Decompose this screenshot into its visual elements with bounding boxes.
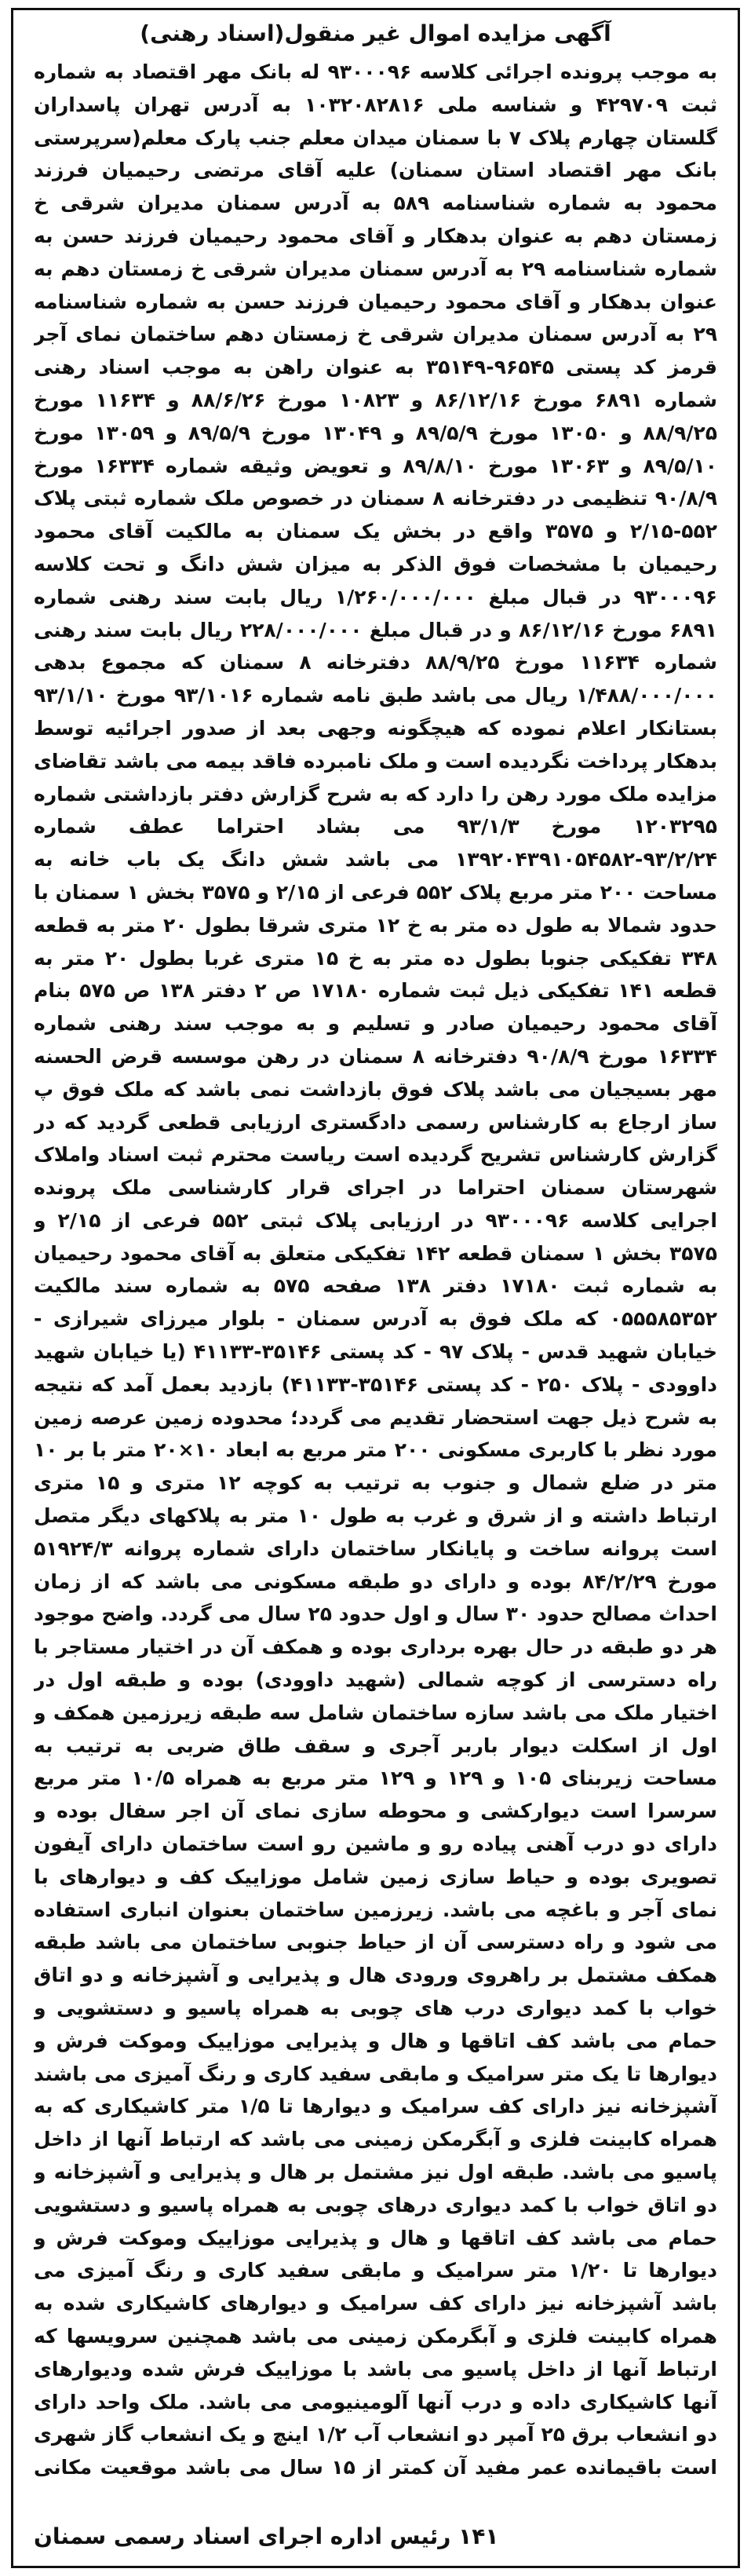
notice-body: به موجب پرونده اجرائی کلاسه ۹۳۰۰۰۹۶ له بانک مهر اقتصاد به شماره ثبت ۴۲۹۷۰۹ و شناسه ملی ۱۰۳۲۰۸۲۸۱۶ به آدرس تهران پاسداران گلستان چهارم پلاک ۷ با سمنان میدان معلم جنب پارک معلم(سرپرستی بانک مهر اقتصاد استان سمنان) علیه آقای مرتضی رحیمیان فرزند محمود به شماره شناسنامه ۵۸۹ به آدرس سمنان مدیران شرقی خ زمستان دهم به عنوان بدهکار و آقای محمود رحیمیان فرزند حسن به شماره شناسنامه ۲۹ به آدرس سمنان مدیران شرقی خ زمستان دهم به عنوان بدهکار و آقای محمود رحیمیان فرزند حسن به شماره شناسنامه ۲۹ به آدرس سمنان مدیران شرقی خ زمستان دهم ساختمان نمای آجر قرمز کد پستی ۹۶۵۴۵-۳۵۱۴۹ به عنوان راهن به موجب اسناد رهنی شماره ۶۸۹۱ مورخ ۸۶/۱۲/۱۶ و ۱۰۸۲۳ مورخ ۸۸/۶/۲۶ و ۱۱۶۳۴ مورخ ۸۸/۹/۲۵ و ۱۳۰۵۰ مورخ ۸۹/۵/۹ و ۱۳۰۴۹ مورخ ۸۹/۵/۹ و ۱۳۰۵۹ مورخ ۸۹/۵/۱۰ و ۱۳۰۶۳ مورخ ۸۹/۸/۱۰ و تعویض وثیقه شماره ۱۶۳۳۴ مورخ ۹۰/۸/۹ تنظیمی در دفترخانه ۸ سمنان در خصوص ملک شماره ثبتی پلاک ۵۵۲-۲/۱۵ و ۳۵۷۵ واقع در بخش یک سمنان به مالکیت آقای محمود رحیمیان با مشخصات فوق الذکر به میزان شش دانگ و تحت کلاسه ۹۳۰۰۰۹۶ در قبال مبلغ ۱/۲۶۰/۰۰۰/۰۰۰ ریال بابت سند رهنی شماره ۶۸۹۱ مورخ ۸۶/۱۲/۱۶ و در قبال مبلغ ۲۲۸/۰۰۰/۰۰۰ ریال بابت سند رهنی شماره ۱۱۶۳۴ مورخ ۸۸/۹/۲۵ دفترخانه ۸ سمنان که مجموع بدهی ۱/۴۸۸/۰۰۰/۰۰۰ ریال می باشد طبق نامه شماره ۹۳/۱۰۱۶ مورخ ۹۳/۱/۱۰ بستانکار اعلام نموده که هیچگونه وجهی بعد از صدور اجرائیه توسط بدهکار پرداخت نگردیده است و ملک نامبرده فاقد بیمه می باشد تقاضای مزایده ملک مورد رهن را دارد که به شرح گزارش دفتر بازداشتی شماره ۱۲۰۳۲۹۵ مورخ ۹۳/۱/۳ می بشاد احتراما عطف شماره ۹۳/۲/۲۴-۱۳۹۲۰۴۳۹۱۰۵۴۵۸۲ می باشد شش دانگ یک باب خانه به مساحت ۲۰۰ متر مربع پلاک ۵۵۲ فرعی از ۲/۱۵ و ۳۵۷۵ بخش ۱ سمنان با حدود شمالا به طول ده متر به خ ۱۲ متری شرقا بطول ۲۰ متر به قطعه ۳۴۸ تفکیکی جنوبا بطول ده متر به خ ۱۵ متری غربا بطول ۲۰ متر به قطعه ۱۴۱ تفکیکی ذیل ثبت شماره ۱۷۱۸۰ ص ۲ دفتر ۱۳۸ ص ۵۷۵ بنام آقای محمود رحیمیان صادر و تسلیم و به موجب سند رهنی شماره ۱۶۳۳۴ مورخ ۹۰/۸/۹ دفترخانه ۸ سمنان در رهن موسسه قرض الحسنه مهر بسیجیان می باشد پلاک فوق بازداشت نمی باشد که ملک فوق پ ساز ارجاع به کارشناس رسمی دادگستری ارزیابی قطعی گردید که در گزارش کارشناس تشریح گردیده است ریاست محترم ثبت اسناد واملاک شهرستان سمنان احتراما در اجرای قرار کارشناسی ملک پرونده اجرایی کلاسه ۹۳۰۰۰۹۶ در ارزیابی پلاک ثبتی ۵۵۲ فرعی از ۲/۱۵ و ۳۵۷۵ بخش ۱ سمنان قطعه ۱۴۲ تفکیکی متعلق به آقای محمود رحیمیان به شماره ثبت ۱۷۱۸۰ دفتر ۱۳۸ صفحه ۵۷۵ به شماره سند مالکیت ۰۵۵۵۸۵۳۵۲ که ملک فوق به آدرس سمنان - بلوار میرزای شیرازی - خیابان شهید قدس - پلاک ۹۷ - کد پستی ۳۵۱۴۶-۴۱۱۳۳ (یا خیابان شهید داوودی - پلاک ۲۵۰ - کد پستی ۳۵۱۴۶-۴۱۱۳۳) بازدید بعمل آمد که نتیجه به شرح ذیل جهت استحضار تقدیم می گردد؛ محدوده زمین عرصه زمین مورد نظر با کاربری مسکونی ۲۰۰ متر مربع به ابعاد ۱۰×۲۰ متر با بر ۱۰ متر در ضلع شمال و جنوب به ترتیب به کوچه ۱۲ متری و ۱۵ متری ارتباط داشته و از شرق و غرب به طول ۱۰ متر به پلاکهای دیگر متصل است پروانه ساخت و پایانکار ساختمان دارای شماره پروانه ۵۱۹۲۴/۳ مورخ ۸۴/۲/۲۹ بوده و دارای دو طبقه مسکونی می باشد که از زمان احداث مصالح حدود ۳۰ سال و اول حدود ۲۵ سال می گردد. واضح موجود هر دو طبقه در حال بهره برداری بوده و همکف آن در اختیار مستاجر با راه دسترسی از کوچه شمالی (شهید داوودی) بوده و طبقه اول در اختیار ملک می باشد سازه ساختمان شامل سه طبقه زیرزمین همکف و اول از اسکلت دیوار باربر آجری و سقف طاق ضربی به ترتیب به مساحت زیربنای ۱۰۵ و ۱۲۹ و ۱۲۹ متر مربع به همراه ۱۰/۵ متر مربع سرسرا است دیوارکشی و محوطه سازی نمای آن اجر سفال بوده و دارای دو درب آهنی پیاده رو و ماشین رو است ساختمان دارای آیفون تصویری بوده و حیاط سازی زمین شامل موزاییک کف و دیوارهای با نمای آجر و باغچه می باشد. زیرزمین ساختمان بعنوان انباری استفاده می شود و راه دسترسی آن از حیاط جنوبی ساختمان می باشد طبقه همکف مشتمل بر راهروی ورودی هال و پذیرایی و آشپزخانه و دو اتاق خواب با کمد دیواری درب های چوبی به همراه پاسیو و دستشویی و حمام می باشد کف اتاقها و هال و پذیرایی موزاییک وموکت فرش و دیوارها تا یک متر سرامیک و مابقی سفید کاری و رنگ آمیزی می باشند آشپزخانه نیز دارای کف سرامیک و دیوارها تا ۱/۵ متر کاشیکاری که به همراه کابینت فلزی و آبگرمکن زمینی می باشد که ارتباط آنها از داخل پاسیو می باشد. طبقه اول نیز مشتمل بر هال و پذیرایی و آشپزخانه و دو اتاق خواب با کمد دیواری درهای چوبی به همراه پاسیو و دستشویی حمام می باشد کف اتاقها و هال و پذیرایی موزاییک وموکت فرش و دیوارها تا ۱/۲۰ متر سرامیک و مابقی سفید کاری و رنگ آمیزی می باشد آشپزخانه نیز دارای کف سرامیک و دیوارهای کاشیکاری شده به همراه کابینت فلزی و آبگرمکن زمینی می باشد همچنین سرویسها که ارتباط آنها از داخل پاسیو می باشد با موزاییک فرش شده ودیوارهای آنها کاشیکاری داده و درب آنها آلومینیومی می باشد. ملک واحد دارای دو انشعاب برق ۲۵ آمپر دو انشعاب آب ۱/۲ اینچ و یک انشعاب گاز شهری است باقیمانده عمر مفید آن کمتر از ۱۵ سال می باشد موقعیت مکانی xyxy=(34,60,717,2479)
auction-notice xyxy=(11,8,740,2568)
notice-title: آگهی مزایده اموال غیر منقول(اسناد رهنی) xyxy=(140,20,611,46)
notice-signature: ۱۴۱ رئیس اداره اجرای اسناد رسمی سمنان xyxy=(34,2523,499,2549)
